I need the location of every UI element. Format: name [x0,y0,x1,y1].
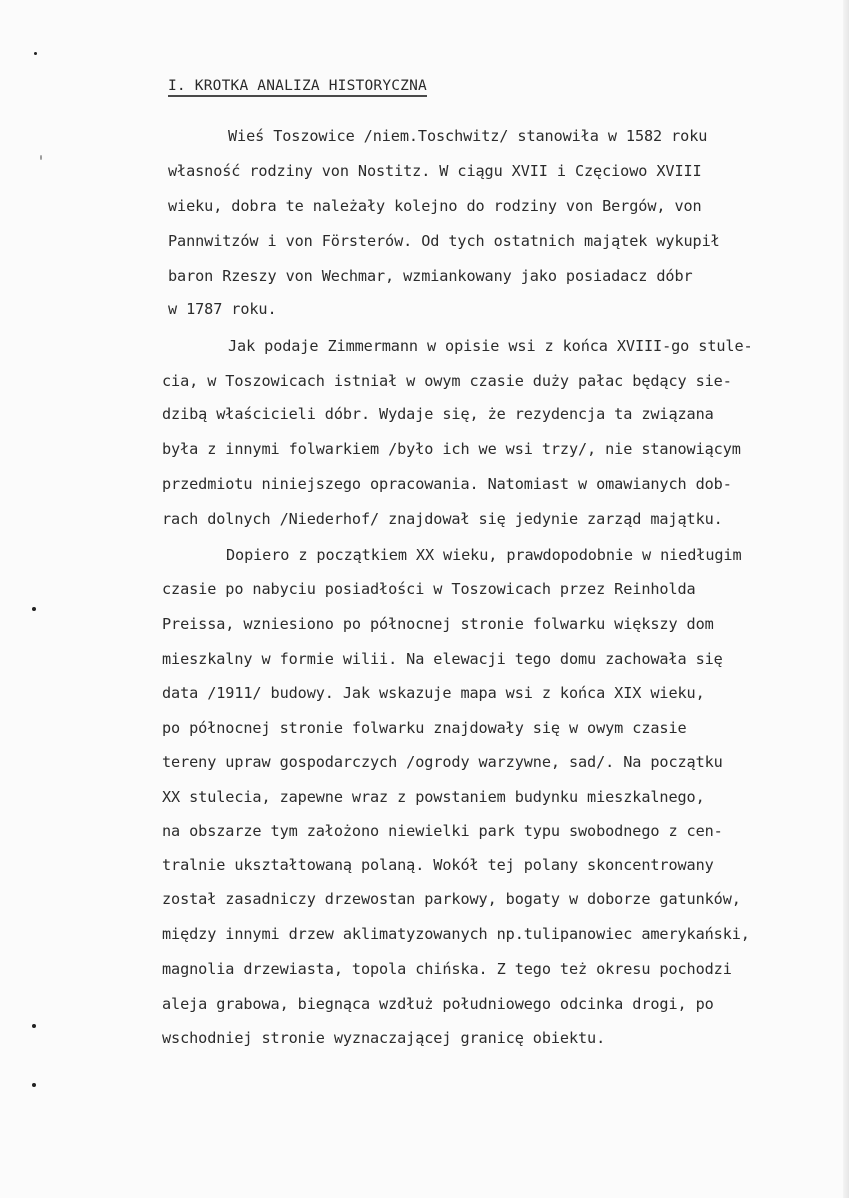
text-line: baron Rzeszy von Wechmar, wzmiankowany jako posiadacz dóbr [168,267,693,285]
text-line: aleja grabowa, biegnąca wzdłuż południowego odcinka drogi, po [162,995,714,1013]
text-line: XX stulecia, zapewne wraz z powstaniem budynku mieszkalnego, [162,788,705,806]
text-line: magnolia drzewiasta, topola chińska. Z tego też okresu pochodzi [162,960,732,978]
text-line: tereny upraw gospodarczych /ogrody warzywne, sad/. Na początku [162,753,723,771]
text-line: mieszkalny w formie wilii. Na elewacji tego domu zachowała się [162,650,723,668]
text-line: wschodniej stronie wyznaczającej granicę obiektu. [162,1029,606,1047]
text-line: Preissa, wzniesiono po północnej stronie folwarku większy dom [162,615,714,633]
text-line: data /1911/ budowy. Jak wskazuje mapa wsi z końca XIX wieku, [162,684,705,702]
text-line: rach dolnych /Niederhof/ znajdował się jedynie zarząd majątku. [162,510,723,528]
text-line: wieku, dobra te należały kolejno do rodziny von Bergów, von [168,197,702,215]
text-line: został zasadniczy drzewostan parkowy, bogaty w doborze gatunków, [162,890,741,908]
section-heading: I. KROTKA ANALIZA HISTORYCZNA [168,78,427,97]
text-line: w 1787 roku. [168,300,277,318]
text-line: czasie po nabyciu posiadłości w Toszowicach przez Reinholda [162,580,696,598]
text-line: Dopiero z początkiem XX wieku, prawdopodobnie w niedługim [226,546,742,564]
text-line: na obszarze tym założono niewielki park typu swobodnego z cen- [162,822,723,840]
text-line: przedmiotu niniejszego opracowania. Natomiast w omawianych dob- [162,475,732,493]
text-line: między innymi drzew aklimatyzowanych np.tulipanowiec amerykański, [162,925,750,943]
text-line: Jak podaje Zimmermann w opisie wsi z końca XVIII-go stule- [228,337,753,355]
text-line: cia, w Toszowicach istniał w owym czasie duży pałac będący sie- [162,372,732,390]
text-line: własność rodziny von Nostitz. W ciągu XVII i Częciowo XVIII [168,162,702,180]
text-line: tralnie ukształtowaną polaną. Wokół tej polany skoncentrowany [162,856,714,874]
text-line: Pannwitzów i von Försterów. Od tych ostatnich majątek wykupił [168,232,720,250]
text-line: po północnej stronie folwarku znajdowały się w owym czasie [162,719,687,737]
text-line: Wieś Toszowice /niem.Toschwitz/ stanowiła w 1582 roku [228,127,708,145]
text-line: była z innymi folwarkiem /było ich we wsi trzy/, nie stanowiącym [162,440,741,458]
text-line: dzibą właścicieli dóbr. Wydaje się, że rezydencja ta związana [162,405,714,423]
